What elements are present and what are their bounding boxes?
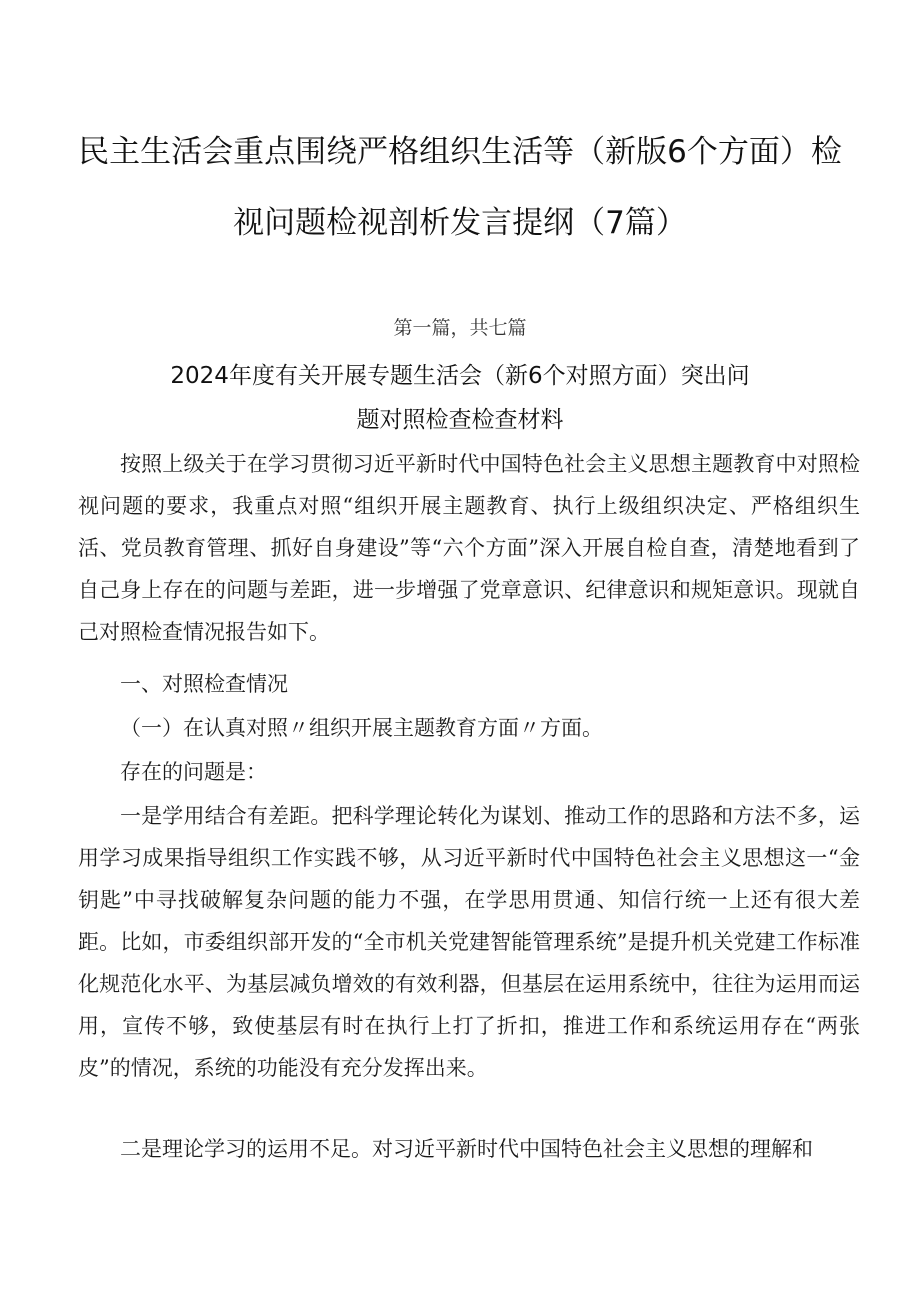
document-title-line-1: 民主生活会重点围绕严格组织生活等（新版6个方面）检 (78, 134, 842, 170)
document-title-line-2: 视问题检视剖析发言提纲（7篇） (233, 205, 687, 241)
problem-1-block (78, 795, 860, 1089)
problem-1-paragraph: 一是学用结合有差距。把科学理论转化为谋划、推动工作的思路和方法不多，运用学习成果指导组织工作实践不够，从习近平新时代中国特色社会主义思想这一“金钥匙”中寻找破解复杂问题的能力不强，在学思用贯通、知信行统一上还有很大差距。比如，市委组织部开发的“全市机关党建智能管理系统”是提升机关党建工作标准化规范化水平、为基层减负增效的有效利器，但基层在运用系统中，往往为运用而运用，宣传不够，致使基层有时在执行上打了折扣，推进工作和系统运用存在“两张皮”的情况，系统的功能没有充分发挥出来。 (78, 804, 860, 1080)
problems-label: 存在的问题是： (120, 760, 267, 784)
section-1-heading: 一、对照检查情况 (120, 672, 288, 696)
part-subtitle: 第一篇，共七篇 (393, 317, 527, 339)
subsection-1-heading: （一）在认真对照〃组织开展主题教育方面〃方面。 (120, 716, 603, 740)
intro-paragraph: 按照上级关于在学习贯彻习近平新时代中国特色社会主义思想主题教育中对照检视问题的要求，我重点对照“组织开展主题教育、执行上级组织决定、严格组织生活、党员教育管理、抓好自身建设”等“六个方面”深入开展自检自查，清楚地看到了自己身上存在的问题与差距，进一步增强了党章意识、纪律意识和规矩意识。现就自己对照检查情况报告如下。 (78, 452, 860, 644)
intro-paragraph-block (78, 443, 860, 653)
problem-2-paragraph: 二是理论学习的运用不足。对习近平新时代中国特色社会主义思想的理解和 (120, 1137, 813, 1161)
section-heading-line-1: 2024年度有关开展专题生活会（新6个对照方面）突出问 (170, 363, 750, 389)
section-heading-line-2: 题对照检查检查材料 (356, 407, 564, 433)
